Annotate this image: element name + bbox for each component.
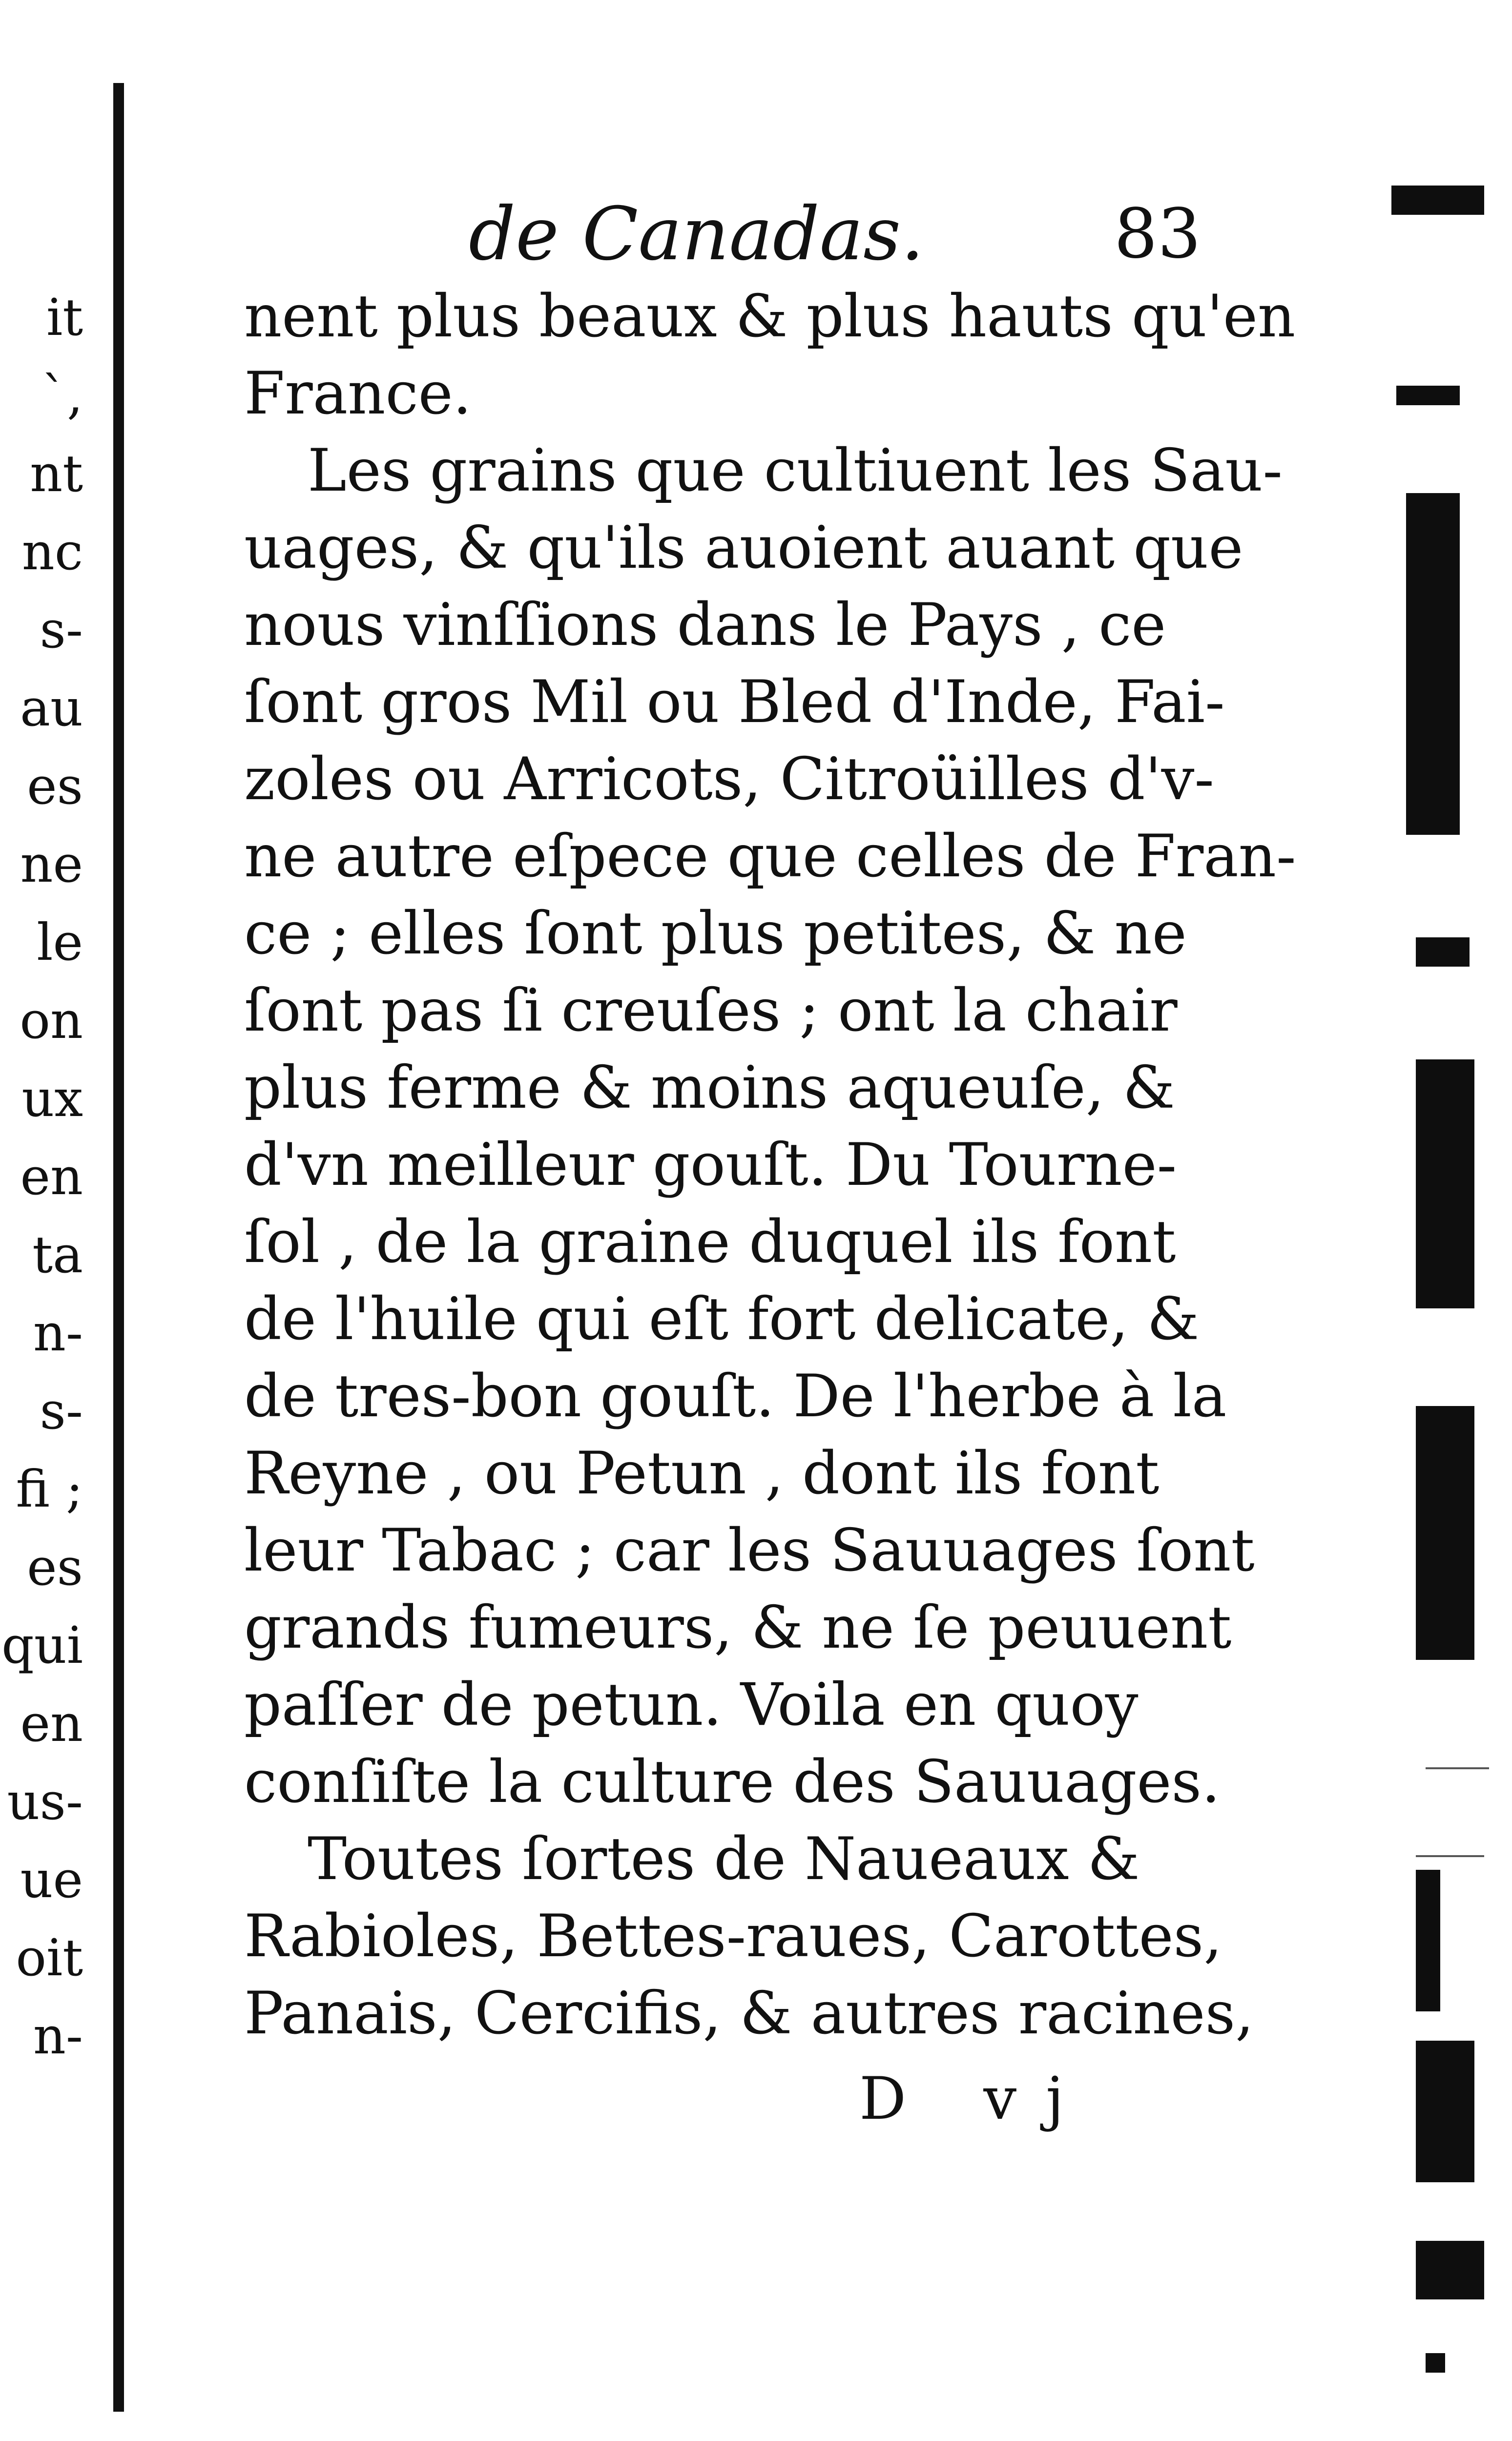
text-line: France.: [244, 360, 472, 428]
margin-fragment: ux: [21, 1069, 83, 1128]
text-line: ne autre eſpece que celles de Fran-: [244, 823, 1296, 890]
margin-fragment: s-: [40, 1381, 83, 1441]
scan-artifact: [1416, 2041, 1474, 2182]
text-line: de l'huile qui eſt fort delicate, &: [244, 1285, 1200, 1353]
text-line: Panais, Cercifis, & autres racines,: [244, 1980, 1254, 2048]
scan-artifact: [1396, 386, 1460, 405]
margin-fragment: n-: [33, 2006, 83, 2066]
text-line: Toutes ſortes de Naueaux &: [308, 1825, 1140, 1893]
text-line: ſont gros Mil ou Bled d'Inde, Fai-: [244, 668, 1225, 736]
page-number: 83: [1114, 194, 1201, 274]
margin-fragment: es: [27, 756, 83, 816]
running-title: de Canadas.: [469, 192, 924, 277]
scan-artifact: [1416, 2241, 1484, 2299]
text-line: ſol , de la graine duquel ils font: [244, 1208, 1176, 1276]
margin-fragment: s-: [40, 600, 83, 660]
text-line: Rabioles, Bettes-raues, Carottes,: [244, 1903, 1222, 1970]
scan-artifact: [1406, 493, 1460, 835]
margin-fragment: es: [27, 1537, 83, 1597]
margin-fragment: `,: [41, 366, 83, 425]
scan-artifact: [1391, 186, 1484, 215]
margin-fragment: nt: [30, 444, 83, 503]
body-text: [244, 278, 1296, 2052]
page-fold-rule: [113, 83, 124, 2412]
previous-page-margin-fragments: [0, 278, 98, 2075]
scan-artifact: [1426, 2353, 1445, 2373]
margin-fragment: ne: [20, 834, 83, 894]
text-line: uages, & qu'ils auoient auant que: [244, 514, 1243, 582]
text-line: conſiſte la culture des Sauuages.: [244, 1748, 1221, 1816]
margin-fragment: oit: [16, 1928, 83, 1987]
scan-artifact: [1416, 1870, 1440, 2011]
margin-fragment: ta: [32, 1225, 83, 1284]
scan-artifact: [1416, 937, 1470, 967]
margin-fragment: it: [46, 288, 83, 347]
margin-fragment: on: [20, 991, 83, 1050]
text-line: Les grains que cultiuent les Sau-: [308, 437, 1283, 505]
text-line: d'vn meilleur gouſt. Du Tourne-: [244, 1131, 1177, 1199]
margin-fragment: nc: [21, 522, 83, 581]
text-line: paſſer de petun. Voila en quoy: [244, 1671, 1139, 1739]
margin-fragment: le: [37, 912, 83, 972]
text-line: ce ; elles ſont plus petites, & ne: [244, 900, 1187, 968]
margin-fragment: us-: [7, 1772, 83, 1831]
text-line: plus ferme & moins aqueuſe, &: [244, 1054, 1175, 1122]
text-line: nent plus beaux & plus hauts qu'en: [244, 283, 1296, 351]
page-header: [469, 186, 1201, 283]
scan-artifact: [1426, 1767, 1489, 1769]
text-line: leur Tabac ; car les Sauuages ſont: [244, 1517, 1255, 1585]
text-line: de tres-bon gouſt. De l'herbe à la: [244, 1363, 1227, 1430]
margin-fragment: en: [20, 1694, 83, 1753]
text-line: zoles ou Arricots, Citroüilles d'v-: [244, 745, 1214, 813]
margin-fragment: ue: [20, 1850, 83, 1909]
margin-fragment: qui: [1, 1615, 83, 1675]
scan-artifact: [1416, 1059, 1474, 1308]
margin-fragment: n-: [33, 1303, 83, 1363]
text-line: Reyne , ou Petun , dont ils font: [244, 1440, 1160, 1508]
margin-fragment: en: [20, 1147, 83, 1206]
scan-artifact: [1416, 1855, 1484, 1857]
scan-artifact: [1416, 1406, 1474, 1660]
margin-fragment: fi ;: [16, 1459, 83, 1519]
signature-mark: D vj: [859, 2065, 1094, 2133]
margin-fragment: au: [20, 678, 83, 738]
text-line: grands fumeurs, & ne ſe peuuent: [244, 1594, 1232, 1662]
text-line: nous vinſſions dans le Pays , ce: [244, 591, 1166, 659]
text-line: ſont pas ſi creuſes ; ont la chair: [244, 977, 1178, 1045]
